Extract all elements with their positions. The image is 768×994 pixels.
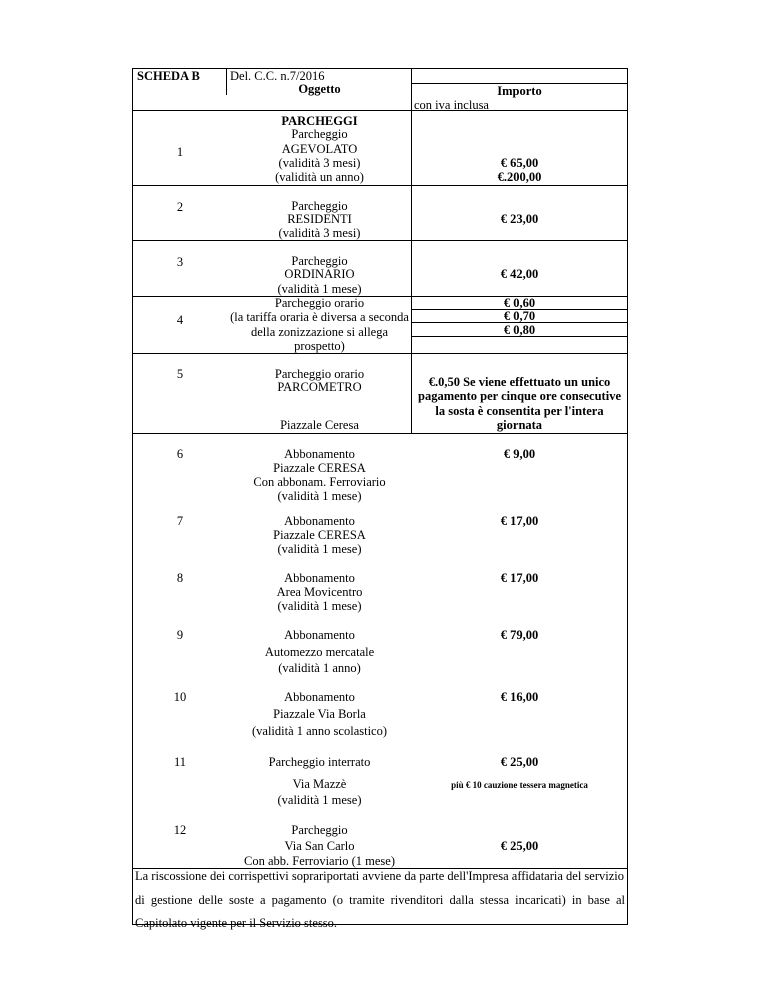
row-text: Con abb. Ferroviario (1 mese) bbox=[243, 854, 395, 868]
row-text: Piazzale CERESA bbox=[273, 528, 366, 542]
row-number: 3 bbox=[176, 255, 184, 269]
row-text: Abbonamento bbox=[284, 628, 355, 642]
row-text: prospetto) bbox=[294, 339, 345, 353]
row-text: Con abbonam. Ferroviario bbox=[253, 475, 386, 489]
row-text: Abbonamento bbox=[284, 514, 355, 528]
row-price: € 17,00 bbox=[500, 571, 539, 585]
row-price: la sosta è consentita per l'intera bbox=[435, 404, 604, 418]
row-text: Parcheggio orario bbox=[274, 296, 365, 310]
row-text: (validità 3 mesi) bbox=[278, 156, 361, 170]
footer-text: La riscossione dei corrispettivi soprariportati avviene da parte dell'Impresa affidataria del servizio bbox=[135, 869, 624, 883]
row-text: Parcheggio orario bbox=[274, 367, 365, 381]
row-text: (validità 1 mese) bbox=[277, 599, 362, 613]
row-text: Via Mazzè bbox=[292, 777, 347, 791]
row-price: € 0,80 bbox=[503, 323, 536, 337]
row-text: (validità 1 anno scolastico) bbox=[251, 724, 388, 738]
row-price: pagamento per cinque ore consecutive bbox=[418, 389, 621, 403]
row-price: giornata bbox=[496, 418, 543, 432]
footer-text: di gestione delle soste a pagamento (o tramite rivenditori dalla stessa incaricati) in base al bbox=[135, 893, 625, 907]
importo-header: Importo bbox=[497, 84, 542, 98]
row-text: Parcheggio bbox=[291, 823, 348, 837]
footer-text: Capitolato vigente per il Servizio stesso. bbox=[135, 916, 338, 930]
row-number: 4 bbox=[176, 313, 184, 327]
row-text: PARCOMETRO bbox=[277, 380, 362, 394]
row-number: 11 bbox=[173, 755, 187, 769]
row-number: 1 bbox=[176, 145, 184, 159]
row-price: € 16,00 bbox=[500, 690, 539, 704]
row-text: Parcheggio bbox=[291, 127, 348, 141]
scheda-label: SCHEDA B bbox=[137, 69, 200, 83]
section-title: PARCHEGGI bbox=[281, 114, 358, 128]
row-text: Parcheggio bbox=[291, 254, 348, 268]
row-text: AGEVOLATO bbox=[281, 142, 358, 156]
row-number: 6 bbox=[176, 447, 184, 461]
row-number: 8 bbox=[176, 571, 184, 585]
row-text: (validità un anno) bbox=[275, 170, 364, 184]
row-text: Parcheggio bbox=[291, 199, 348, 213]
oggetto-header: Oggetto bbox=[298, 82, 341, 96]
row-text: (validità 1 anno) bbox=[278, 661, 361, 675]
row-text: (validità 1 mese) bbox=[277, 793, 362, 807]
row-price: € 65,00 bbox=[500, 156, 539, 170]
row-text: Area Movicentro bbox=[276, 585, 363, 599]
row-price: €.0,50 Se viene effettuato un unico bbox=[428, 375, 611, 389]
row-text: Abbonamento bbox=[284, 690, 355, 704]
row-text: Abbonamento bbox=[284, 571, 355, 585]
row-price: € 79,00 bbox=[500, 628, 539, 642]
row-number: 2 bbox=[176, 200, 184, 214]
row-note: più € 10 cauzione tessera magnetica bbox=[451, 780, 588, 790]
row-text: (validità 1 mese) bbox=[277, 282, 362, 296]
divider bbox=[132, 185, 628, 186]
row-price: € 0,60 bbox=[503, 296, 536, 310]
row-text: (validità 1 mese) bbox=[277, 542, 362, 556]
row-price: € 23,00 bbox=[500, 212, 539, 226]
row-number: 5 bbox=[176, 367, 184, 381]
divider bbox=[132, 433, 628, 434]
row-price: € 17,00 bbox=[500, 514, 539, 528]
row-text: (la tariffa oraria è diversa a seconda bbox=[230, 310, 409, 324]
row-text: Automezzo mercatale bbox=[264, 645, 375, 659]
divider bbox=[132, 110, 628, 111]
row-number: 9 bbox=[176, 628, 184, 642]
row-text: (validità 3 mesi) bbox=[278, 226, 361, 240]
row-text: ORDINARIO bbox=[284, 267, 355, 281]
row-number: 12 bbox=[173, 823, 187, 837]
row-text: della zonizzazione si allega bbox=[250, 325, 389, 339]
row-number: 10 bbox=[173, 690, 187, 704]
row-text: Piazzale Ceresa bbox=[280, 418, 359, 432]
row-text: (validità 1 mese) bbox=[277, 489, 362, 503]
row-price: € 9,00 bbox=[503, 447, 536, 461]
row-price: € 42,00 bbox=[500, 267, 539, 281]
delibera-label: Del. C.C. n.7/2016 bbox=[230, 69, 325, 83]
row-text: Piazzale CERESA bbox=[273, 461, 366, 475]
row-text: Via San Carlo bbox=[284, 839, 355, 853]
row-price: €.200,00 bbox=[497, 170, 542, 184]
row-text: RESIDENTI bbox=[287, 212, 352, 226]
iva-label: con iva inclusa bbox=[414, 98, 489, 112]
row-price: € 0,70 bbox=[503, 309, 536, 323]
row-price: € 25,00 bbox=[500, 755, 539, 769]
row-text: Abbonamento bbox=[284, 447, 355, 461]
row-price: € 25,00 bbox=[500, 839, 539, 853]
row-text: Piazzale Via Borla bbox=[273, 707, 366, 721]
row-number: 7 bbox=[176, 514, 184, 528]
row-text: Parcheggio interrato bbox=[268, 755, 371, 769]
